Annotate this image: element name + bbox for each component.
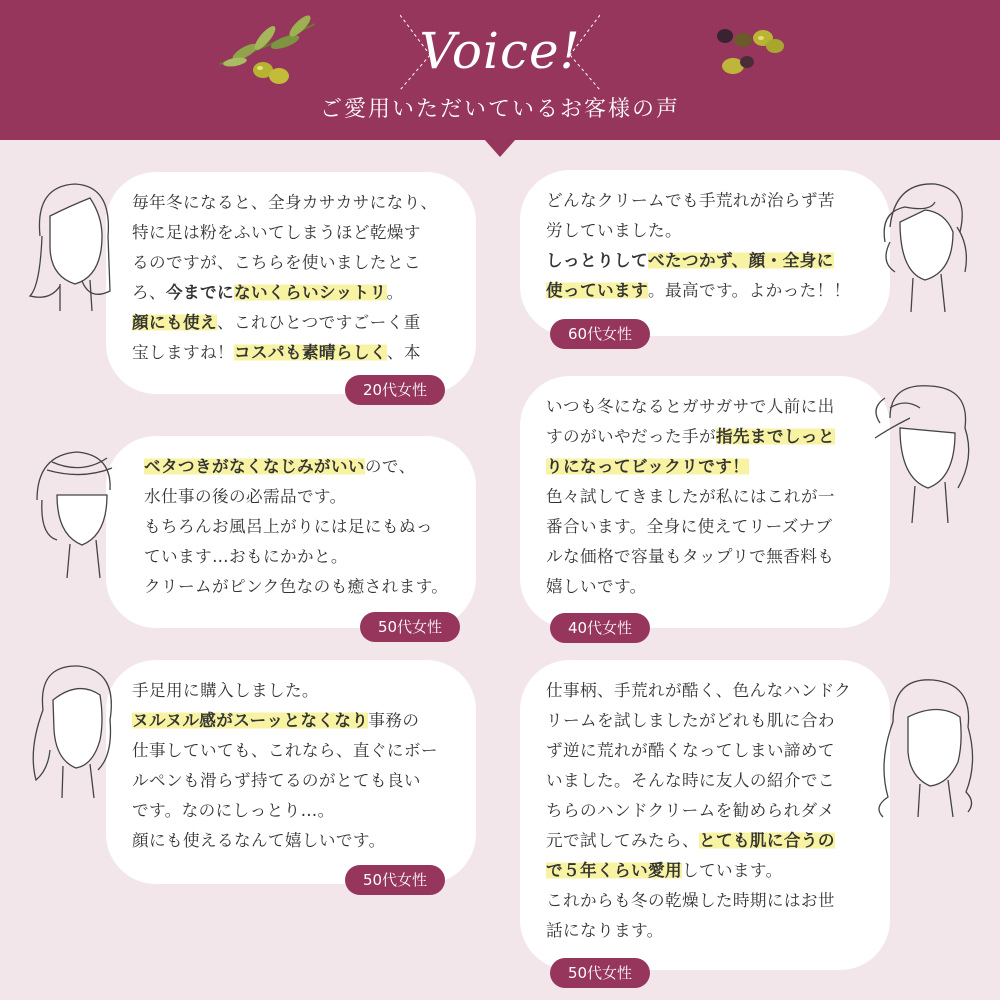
testimonial-card (106, 436, 476, 628)
testimonial-line (546, 246, 866, 276)
highlighted-text: べたつかず、顔・全身に (647, 251, 834, 270)
text-segment: です。なのにしっとり…。 (132, 801, 335, 820)
testimonial-line (546, 796, 866, 826)
text-segment: ルペンも滑らず持てるのがとても良い (132, 771, 421, 790)
testimonial-line (132, 736, 452, 766)
text-segment: 宝しますね！ (132, 343, 234, 362)
text-segment: ず逆に荒れが酷くなってしまい諦めて (546, 741, 835, 760)
testimonial-line (132, 826, 452, 856)
testimonial-line (546, 216, 866, 246)
testimonial-line (132, 676, 452, 706)
testimonial-card (520, 170, 890, 336)
woman-face-icon (18, 660, 118, 804)
testimonial-line (132, 766, 452, 796)
age-badge: 50代女性 (345, 865, 445, 895)
text-segment: 色々試してきましたが私にはこれが一 (546, 487, 835, 506)
testimonial-line (144, 452, 452, 482)
age-badge: 50代女性 (550, 958, 650, 988)
highlighted-text: ないくらいシットリ (233, 283, 387, 302)
highlighted-text: 使っています (546, 281, 648, 300)
age-badge: 50代女性 (360, 612, 460, 642)
testimonial-line (132, 218, 452, 248)
testimonial-card (520, 660, 890, 970)
page-subtitle: ご愛用いただいているお客様の声 (319, 97, 680, 122)
testimonial-line (546, 512, 866, 542)
testimonial-line (132, 706, 452, 736)
testimonial-line (546, 766, 866, 796)
text-segment: ています…おもにかかと。 (144, 547, 348, 566)
text-segment: 事務の (368, 711, 420, 730)
woman-face-icon (20, 176, 115, 320)
text-segment: 顔にも使えるなんて嬉しいです。 (132, 831, 386, 850)
testimonial-line (546, 542, 866, 572)
highlighted-text: ベタつきがなくなじみがいい (144, 457, 365, 476)
text-segment: ちらのハンドクリームを勧められダメ (546, 801, 835, 820)
text-segment: これからも冬の乾燥した時期にはお世 (546, 891, 835, 910)
text-segment: クリームがピンク色なのも癒されます。 (144, 577, 449, 596)
text-segment: 仕事していても、これなら、直ぐにボー (132, 741, 438, 760)
text-segment: 毎年冬になると、全身カサカサになり、 (132, 193, 438, 212)
highlighted-text: で５年くらい愛用 (546, 861, 682, 880)
testimonial-line (546, 422, 866, 452)
highlighted-text: コスパも素晴らしく (233, 343, 387, 362)
text-segment: ろ、 (132, 283, 166, 302)
highlighted-text: 指先までしっと (715, 427, 835, 446)
testimonial-card (106, 172, 476, 394)
testimonial-line (546, 452, 866, 482)
text-segment: 労していました。 (546, 221, 682, 240)
testimonial-line (132, 248, 452, 278)
testimonial-line (144, 572, 452, 602)
testimonial-line (546, 886, 866, 916)
testimonial-line (132, 188, 452, 218)
text-segment: 話になります。 (546, 921, 664, 940)
testimonial-line (546, 826, 866, 856)
testimonial-line (546, 706, 866, 736)
testimonial-line (132, 796, 452, 826)
testimonial-line (546, 676, 866, 706)
text-segment: 水仕事の後の必需品です。 (144, 487, 347, 506)
age-badge: 40代女性 (550, 613, 650, 643)
testimonial-line (546, 572, 866, 602)
text-segment: 嬉しいです。 (546, 577, 647, 596)
testimonial-line (546, 736, 866, 766)
text-segment: ので、 (364, 457, 416, 476)
text-segment: 特に足は粉をふいてしまうほど乾燥す (132, 223, 421, 242)
text-segment: リームを試しましたがどれも肌に合わ (546, 711, 835, 730)
testimonial-card (520, 376, 890, 628)
text-segment: 番合います。全身に使えてリーズナブ (546, 517, 833, 536)
bold-text: しっとりして (546, 251, 648, 270)
testimonial-line (132, 278, 452, 308)
woman-face-icon (875, 172, 975, 326)
text-segment: 元で試してみたら、 (546, 831, 699, 850)
text-segment: 、これひとつですごーく重 (216, 313, 421, 332)
text-segment: いつも冬になるとガサガサで人前に出 (546, 397, 835, 416)
testimonial-line (546, 392, 866, 422)
woman-face-icon (868, 672, 983, 826)
testimonial-line (546, 186, 866, 216)
text-segment: 。 (386, 283, 404, 302)
bold-text: 今までに (166, 283, 234, 302)
text-segment: ルな価格で容量もタップリで無香料も (546, 547, 835, 566)
text-segment: 、本 (386, 343, 421, 362)
highlighted-text: とても肌に合うの (698, 831, 835, 850)
text-segment: 。最高です。よかった！！ (647, 281, 851, 300)
testimonial-line (546, 482, 866, 512)
text-segment: いました。そんな時に友人の紹介でこ (546, 771, 835, 790)
testimonial-line (144, 482, 452, 512)
highlighted-text: ヌルヌル感がスーッとなくなり (132, 711, 369, 730)
woman-face-icon (870, 378, 980, 532)
text-segment: もちろんお風呂上がりには足にもぬっ (144, 517, 433, 536)
header-pointer (484, 139, 516, 157)
highlighted-text: 顔にも使え (132, 313, 217, 332)
testimonial-line (144, 542, 452, 572)
age-badge: 60代女性 (550, 319, 650, 349)
testimonial-line (546, 856, 866, 886)
testimonial-line (546, 916, 866, 946)
text-segment: すのがいやだった手が (546, 427, 716, 446)
testimonial-card (106, 660, 476, 884)
highlighted-text: りになってビックリです！ (546, 457, 750, 476)
testimonial-line (144, 512, 452, 542)
age-badge: 20代女性 (345, 375, 445, 405)
text-segment: しています。 (681, 861, 783, 880)
text-segment: どんなクリームでも手荒れが治らず苦 (546, 191, 835, 210)
text-segment: 手足用に購入しました。 (132, 681, 319, 700)
header-banner (0, 0, 1000, 140)
testimonial-line (132, 308, 452, 338)
testimonial-line (132, 338, 452, 368)
woman-face-icon (22, 440, 122, 584)
testimonial-line (546, 276, 866, 306)
text-segment: 仕事柄、手荒れが酷く、色んなハンドク (546, 681, 852, 700)
page-title: Voice! (419, 22, 581, 80)
text-segment: るのですが、こちらを使いましたとこ (132, 253, 421, 272)
